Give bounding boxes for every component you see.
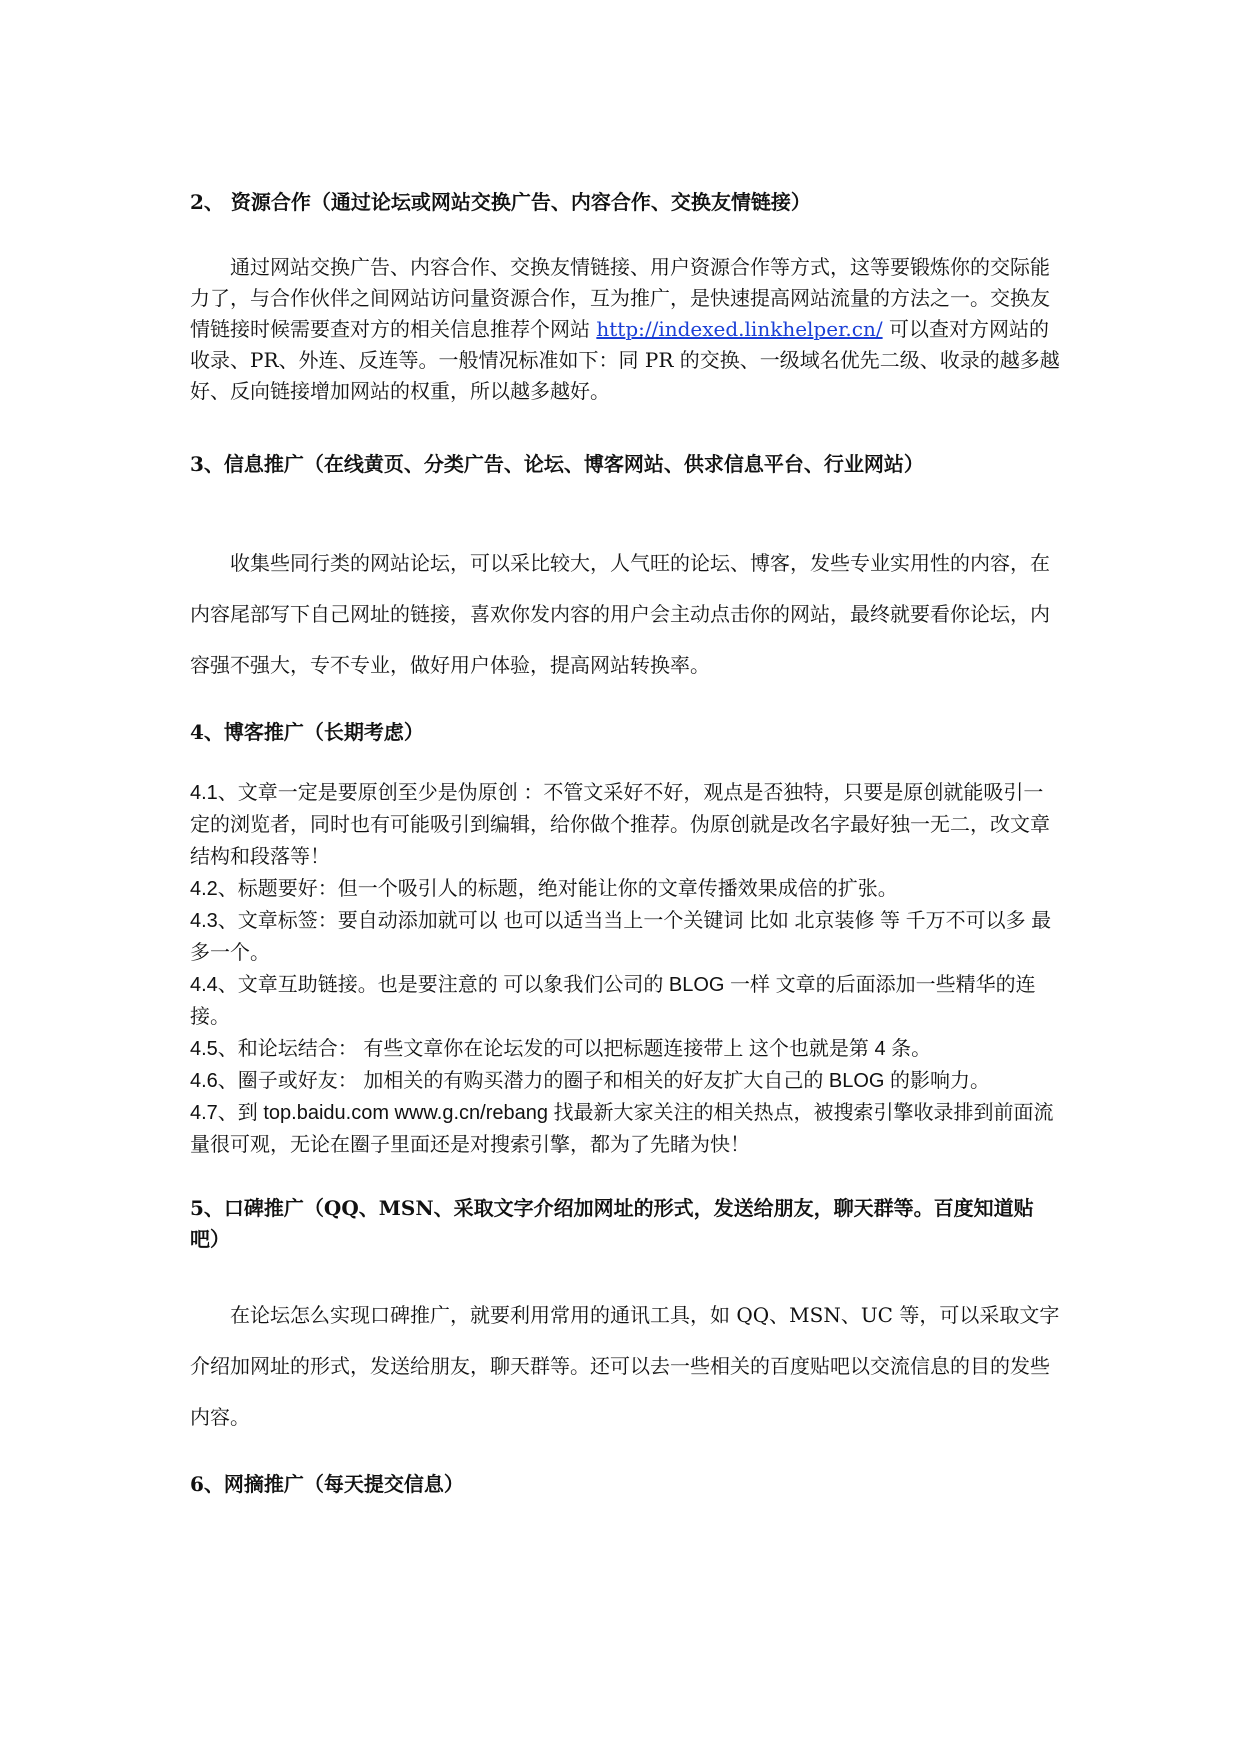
list-item: 4.3、文章标签：要自动添加就可以 也可以适当当上一个关键词 比如 北京装修 等 千万不可以多 最多一个。	[190, 910, 1052, 964]
section-6-heading: 6、网摘推广（每天提交信息）	[190, 1472, 464, 1496]
section-2-paragraph	[190, 252, 1060, 407]
section-2-heading: 2、 资源合作（通过论坛或网站交换广告、内容合作、交换友情链接）	[190, 190, 811, 214]
list-item: 4.5、和论坛结合： 有些文章你在论坛发的可以把标题连接带上 这个也就是第 4 条。	[190, 1038, 932, 1060]
list-item: 4.1、文章一定是要原创至少是伪原创 ：不管文采好不好，观点是否独特，只要是原创就能吸引一定的浏览者，同时也有可能吸引到编辑，给你做个推荐。伪原创就是改名字最好独一无二，改文章结构和段落等！	[190, 782, 1050, 868]
section-2-text-continued: 可以查对方网站的收录、PR、外连、反连等。一般情况标准如下：同 PR 的交换、一级域名优先二级、收录的越多越好、反向链接增加网站的权重，所以越多越好。	[190, 317, 1060, 403]
section-4-heading: 4、博客推广（长期考虑）	[190, 720, 424, 744]
section-5-paragraph: 在论坛怎么实现口碑推广，就要利用常用的通讯工具，如 QQ、MSN、UC 等，可以采取文字介绍加网址的形式，发送给朋友，聊天群等。还可以去一些相关的百度贴吧以交流信息的目的发些内容。	[190, 1303, 1060, 1429]
list-item: 4.2、标题要好：但一个吸引人的标题，绝对能让你的文章传播效果成倍的扩张。	[190, 878, 898, 900]
section-2-text: 通过网站交换广告、内容合作、交换友情链接、用户资源合作等方式，这等要锻炼你的交际能力了，与合作伙伴之间网站访问量资源合作，互为推广，是快速提高网站流量的方法之一。交换友情链接时候需要查对方的相关信息推荐个网站	[190, 255, 1050, 341]
section-5-heading: 5、口碑推广（QQ、MSN、采取文字介绍加网址的形式，发送给朋友，聊天群等。百度知道贴吧）	[190, 1196, 1034, 1251]
section-3-heading: 3、信息推广（在线黄页、分类广告、论坛、博客网站、供求信息平台、行业网站）	[190, 452, 924, 476]
section-3-paragraph: 收集些同行类的网站论坛，可以采比较大，人气旺的论坛、博客，发些专业实用性的内容，在内容尾部写下自己网址的链接，喜欢你发内容的用户会主动点击你的网站，最终就要看你论坛，内容强不强大，专不专业，做好用户体验，提高网站转换率。	[190, 551, 1050, 677]
section-4-list	[190, 777, 1060, 1161]
linkhelper-link[interactable]: http://indexed.linkhelper.cn/	[596, 317, 883, 341]
list-item: 4.6、圈子或好友： 加相关的有购买潜力的圈子和相关的好友扩大自己的 BLOG 的影响力。	[190, 1070, 991, 1092]
list-item: 4.7、到 top.baidu.com www.g.cn/rebang 找最新大家关注的相关热点，被搜索引擎收录排到前面流量很可观，无论在圈子里面还是对搜索引擎，都为了先睹为快！	[190, 1102, 1054, 1156]
list-item: 4.4、文章互助链接。也是要注意的 可以象我们公司的 BLOG 一样 文章的后面添加一些精华的连接。	[190, 974, 1036, 1028]
